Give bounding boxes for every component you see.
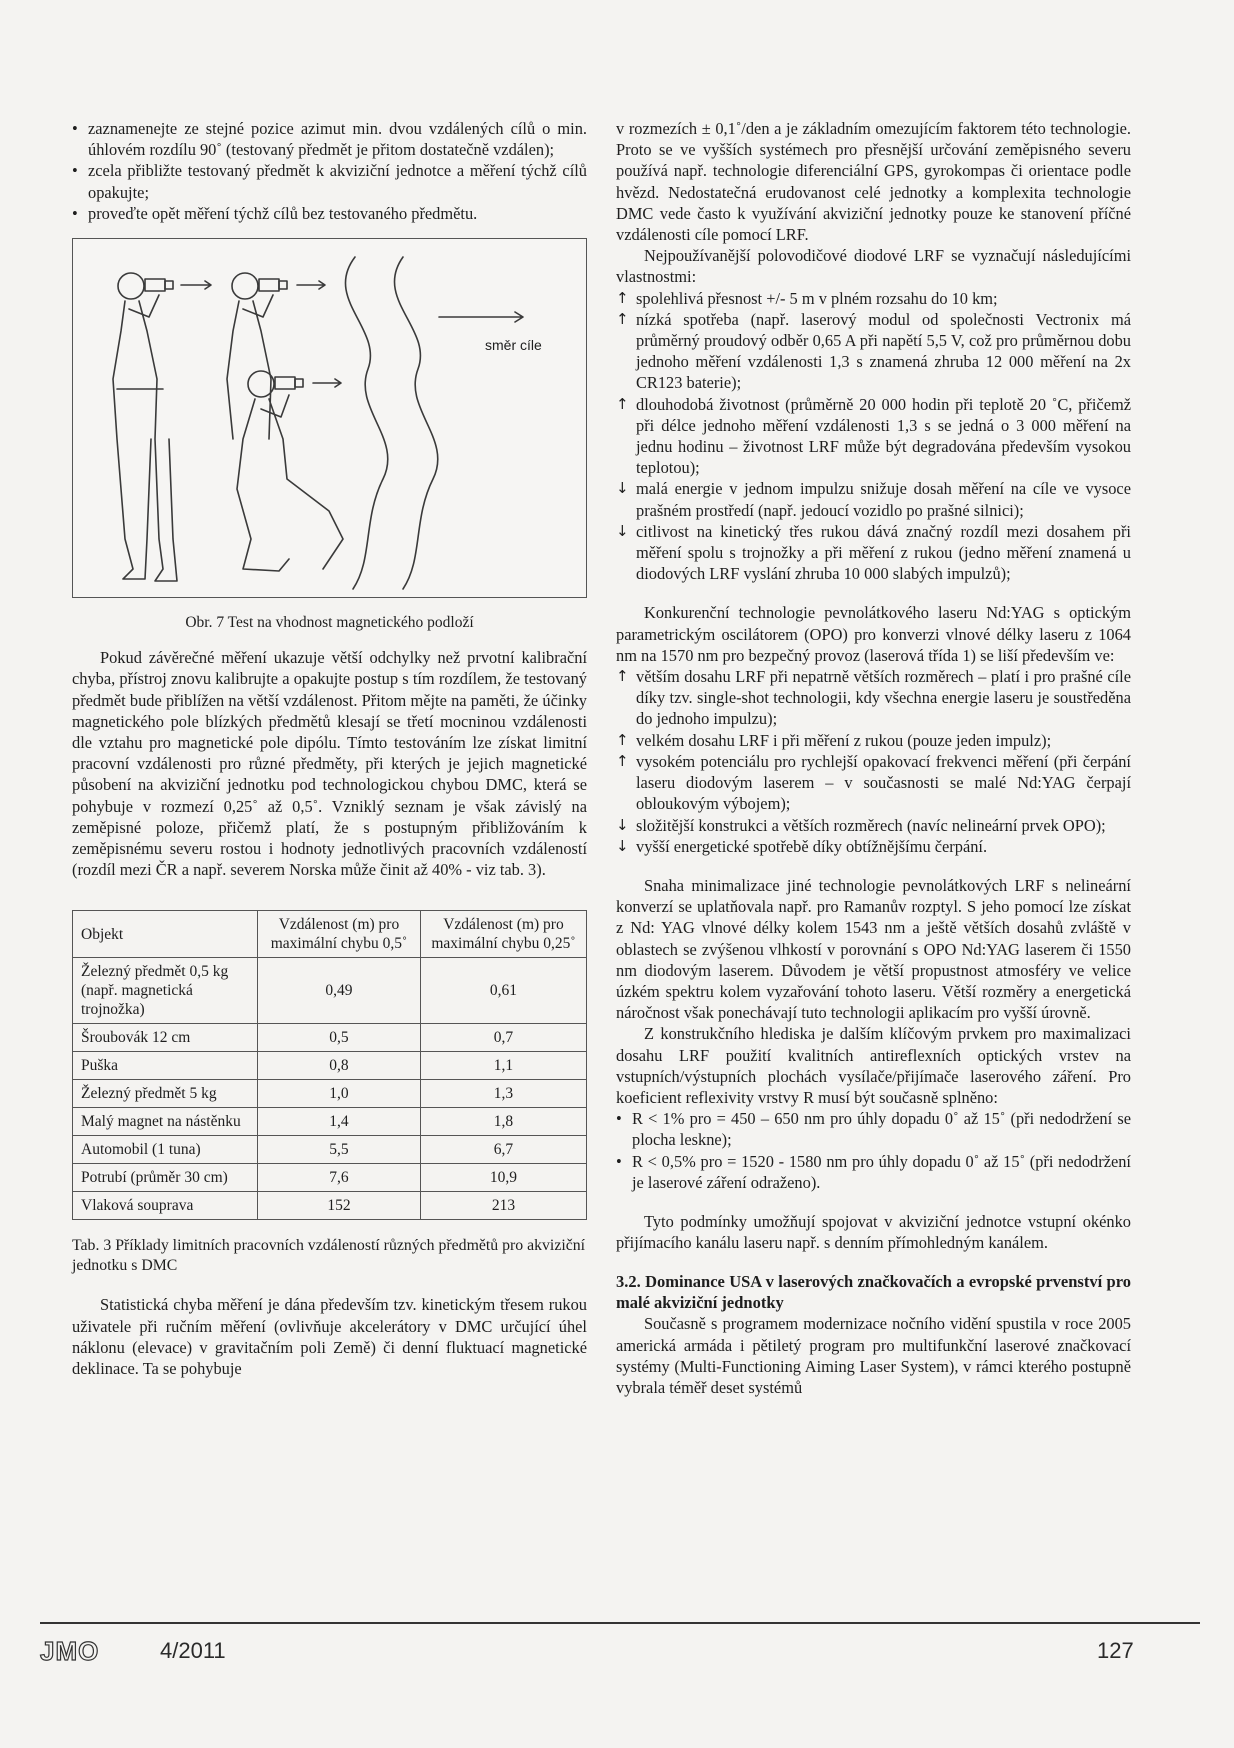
table-cell: Vlaková souprava — [73, 1192, 258, 1220]
direction-label: směr cíle — [485, 337, 542, 354]
table-cell: 1,4 — [258, 1108, 421, 1136]
footer-divider — [40, 1622, 1200, 1624]
table-cell: Železný předmět 5 kg — [73, 1080, 258, 1108]
list-item: ↑ spolehlivá přesnost +/- 5 m v plném rozsahu do 10 km; — [616, 288, 998, 308]
standing-observer — [113, 273, 177, 581]
direction-arrow — [439, 312, 523, 322]
list-item: ↑ dlouhodobá životnost (průměrně 20 000 hodin při teplotě 20 ˚C, přičemž při délce jednoho měření vzdálenosti 1,3 s se jedná o 3 000 měření na jednu hodinu – životnost LRF může být degradována především vysokou teplotou); — [616, 394, 1131, 478]
table-cell: 0,49 — [258, 958, 421, 1024]
right-column — [616, 118, 1131, 1398]
table-row — [73, 1136, 587, 1164]
table-cell: 7,6 — [258, 1164, 421, 1192]
table-cell: 1,8 — [420, 1108, 586, 1136]
table-cell: 0,5 — [258, 1024, 421, 1052]
paragraph: Konkurenční technologie pevnolátkového laseru Nd:YAG s optickým parametrickým oscilátorem (OPO) pro konverzi vlnové délky laseru z 1064 nm na 1570 nm pro bezpečný provoz (laserová třída 1) se liší především ve: — [616, 603, 1131, 665]
left-column — [72, 118, 587, 1379]
kneeling-observer — [237, 371, 343, 571]
table-cell: 0,8 — [258, 1052, 421, 1080]
list-item: • R < 0,5% pro = 1520 - 1580 nm pro úhly dopadu 0˚ až 15˚ (při nedodržení je laserové záření odraženo). — [616, 1151, 1131, 1193]
table-cell: Puška — [73, 1052, 258, 1080]
up-arrow-icon: ↑ — [616, 751, 629, 770]
table-cell: Potrubí (průměr 30 cm) — [73, 1164, 258, 1192]
down-arrow-icon: ↓ — [616, 815, 629, 834]
wave-line-right — [394, 257, 437, 589]
table-row — [73, 958, 587, 1024]
list-item: ↑ vysokém potenciálu pro rychlejší opakovací frekvenci měření (při čerpání laseru diodovým laserem – v současnosti se malé Nd:YAG čerpají obloukovým výbojem); — [616, 751, 1131, 814]
list-item: ↓ citlivost na kinetický třes rukou dává značný rozdíl mezi dosahem při měření spolu s trojnožky a při měření z rukou (jedno měření znamená u diodových LRF vyslání zhruba 10 000 slabých impulzů); — [616, 521, 1131, 584]
list-item: • zaznamenejte ze stejné pozice azimut min. dvou vzdálených cílů o min. úhlovém rozdílu 90˚ (testovaný předmět je přitom dostatečně vzdálen); — [72, 118, 587, 160]
table-cell: Malý magnet na nástěnku — [73, 1108, 258, 1136]
table-row — [73, 1052, 587, 1080]
sight-arrow — [297, 281, 325, 289]
sight-arrow — [181, 281, 211, 289]
diode-lrf-properties-list — [616, 288, 1131, 585]
down-arrow-icon: ↓ — [616, 521, 629, 540]
list-item: • R < 1% pro = 450 – 650 nm pro úhly dopadu 0˚ až 15˚ (při nedodržení se plocha leskne); — [616, 1108, 1131, 1150]
table-row — [73, 1192, 587, 1220]
paragraph: Snaha minimalizace jiné technologie pevnolátkových LRF s nelineární konverzí se uplatňovala např. pro Ramanův rozptyl. S jeho pomocí lze získat z Nd: YAG vlnové délky kolem 1543 nm a ještě větších dosahů zvláště v oblastech se zvýšenou vlhkostí v porovnání s OPO Nd:YAG laserem či 1550 nm diodovým laserem. Důvodem je větší propustnost atmosféry ve velice úzkém spektru kolem vyzařování tohoto laseru. Větší rozměry a energetická náročnost však ponechávají tuto technologii aplikacím pro vyšší úrovně. — [616, 875, 1131, 1023]
journal-logo: JMO — [40, 1636, 100, 1666]
column-header: Objekt — [73, 911, 258, 958]
table-row — [73, 1024, 587, 1052]
table-row — [73, 1080, 587, 1108]
table-cell: 10,9 — [420, 1164, 586, 1192]
table-cell: 5,5 — [258, 1136, 421, 1164]
table-cell: 6,7 — [420, 1136, 586, 1164]
table-cell: Železný předmět 0,5 kg (např. magnetická trojnožka) — [73, 958, 258, 1024]
list-item: • proveďte opět měření týchž cílů bez testovaného předmětu. — [72, 203, 587, 224]
table-caption: Tab. 3 Příklady limitních pracovních vzdáleností různých předmětů pro akviziční jednotku s DMC — [72, 1237, 586, 1275]
figure-caption: Obr. 7 Test na vhodnost magnetického podloží — [185, 614, 474, 632]
list-item: ↑ nízká spotřeba (např. laserový modul od společnosti Vectronix má průměrný proudový odběr 0,65 A při napětí 5,5 V, což pro průměrnou dobu jednoho měření vzdálenosti 1,3 s znamená zhruba 12 000 měření na 2x CR123 baterie); — [616, 309, 1131, 393]
ndyag-properties-list — [616, 666, 1131, 857]
list-item: • zcela přibližte testovaný předmět k akviziční jednotce a měření týchž cílů opakujte; — [72, 160, 587, 202]
paragraph: v rozmezích ± 0,1˚/den a je základním omezujícím faktorem této technologie. Proto se ve vyšších systémech pro přesnější určování zeměpisného severu používá např. technologie diferenciální GPS, gyrokompas či orientace podle hvězd. Nedostatečná erudovanost celé jednotky a komplexita technologie DMC vede často k využívání akviziční jednotky pouze ke stanovení příčné vzdálenosti cíle pomocí LRF. — [616, 119, 1131, 245]
table-header-row — [73, 911, 587, 958]
down-arrow-icon: ↓ — [616, 836, 629, 855]
list-item: ↓ vyšší energetické spotřebě díky obtížnějšímu čerpání. — [616, 836, 988, 856]
paragraph: Nejpoužívanější polovodičové diodové LRF se vyznačují následujícími vlastnostmi: — [616, 246, 1131, 287]
observer-with-object — [227, 273, 325, 439]
table-3 — [72, 910, 587, 1220]
up-arrow-icon: ↑ — [616, 394, 629, 413]
list-item: ↓ složitější konstrukci a větších rozměrech (navíc nelineární prvek OPO); — [616, 815, 1106, 835]
page-number: 127 — [1097, 1638, 1134, 1663]
column-header: Vzdálenost (m) pro maximální chybu 0,25˚ — [420, 911, 586, 958]
binocular-test-illustration — [73, 239, 586, 597]
table-cell: Automobil (1 tuna) — [73, 1136, 258, 1164]
paragraph: Statistická chyba měření je dána především tzv. kinetickým třesem rukou uživatele při ručním měření (ovlivňuje akcelerátory v DMC určující úhel náklonu (elevace) v gravitačním poli Země) či denní fluktuací magnetické deklinace. Ta se pohybuje — [72, 1295, 587, 1379]
table-cell: 213 — [420, 1192, 586, 1220]
up-arrow-icon: ↑ — [616, 288, 629, 307]
table-cell: Šroubovák 12 cm — [73, 1024, 258, 1052]
list-item: ↑ větším dosahu LRF při nepatrně větších rozměrech – platí i pro prašné cíle díky tzv. single-shot technologii, kdy všechna energie laseru je soustředěna do jednoho impulzu); — [616, 667, 1131, 729]
list-item: ↓ malá energie v jednom impulzu snižuje dosah měření na cíle ve vysoce prašném prostředí (např. jedoucí vozidlo po prašné silnici); — [616, 479, 1131, 520]
table-cell: 1,1 — [420, 1052, 586, 1080]
column-header: Vzdálenost (m) pro maximální chybu 0,5˚ — [258, 911, 421, 958]
reflectivity-conditions-list — [616, 1108, 1131, 1193]
paragraph: Současně s programem modernizace nočního vidění spustila v roce 2005 americká armáda i pětiletý program pro multifunkční laserové značkovací systémy (Multi-Functioning Aiming Laser System), v rámci kterého postupně vybrala téměř deset systémů — [616, 1314, 1131, 1397]
section-heading: 3.2. Dominance USA v laserových značkovačích a evropské prvenství pro malé akviziční jednotky — [616, 1272, 1131, 1313]
up-arrow-icon: ↑ — [616, 730, 629, 749]
table-cell: 152 — [258, 1192, 421, 1220]
down-arrow-icon: ↓ — [616, 479, 629, 498]
up-arrow-icon: ↑ — [616, 309, 629, 328]
sight-arrow — [313, 379, 341, 387]
figure-7 — [72, 238, 587, 598]
test-steps-list — [72, 118, 587, 224]
page-footer — [0, 1622, 1234, 1748]
paragraph: Pokud závěrečné měření ukazuje větší odchylky než prvotní kalibrační chyba, přístroj znovu kalibrujte a opakujte postup s tím rozdílem, že testovaný předmět bude přiblížen na větší vzdálenost. Přitom mějte na paměti, že účinky magnetického pole blízkých předmětů klesají se třetí mocninou vzdálenosti dle vztahu pro magnetické pole dipólu. Tímto testováním lze získat limitní pracovní vzdálenosti pro různé předměty, při kterých je jejich magnetické působení na akviziční jednotku pod technologickou chybou DMC, která se pohybuje v rozmezí 0,25˚ až 0,5˚. Vzniklý seznam je však závislý na zeměpisné poloze, přičemž platí, že s postupným přibližováním k zeměpisnému severu rostou i hodnoty jednotlivých pracovních vzdáleností (rozdíl mezi ČR a např. severem Norska může činit až 40% - viz tab. 3). — [72, 648, 587, 880]
issue-number: 4/2011 — [160, 1638, 226, 1663]
table-cell: 0,7 — [420, 1024, 586, 1052]
table-cell: 1,0 — [258, 1080, 421, 1108]
list-item: ↑ velkém dosahu LRF i při měření z rukou (pouze jeden impulz); — [616, 730, 1052, 750]
table-cell: 0,61 — [420, 958, 586, 1024]
table-row — [73, 1164, 587, 1192]
wave-line-left — [345, 257, 387, 589]
paragraph: Tyto podmínky umožňují spojovat v akviziční jednotce vstupní okénko přijímacího kanálu laseru např. s denním přímohledným kanálem. — [616, 1211, 1131, 1253]
paragraph: Z konstrukčního hlediska je dalším klíčovým prvkem pro maximalizaci dosahu LRF použití kvalitních antireflexních optických vrstev na vstupních/výstupních plochách vysílače/přijímače laserového záření. Pro koeficient reflexivity vrstvy R musí být současně splněno: — [616, 1024, 1131, 1107]
table-cell: 1,3 — [420, 1080, 586, 1108]
up-arrow-icon: ↑ — [616, 667, 629, 686]
table-row — [73, 1108, 587, 1136]
